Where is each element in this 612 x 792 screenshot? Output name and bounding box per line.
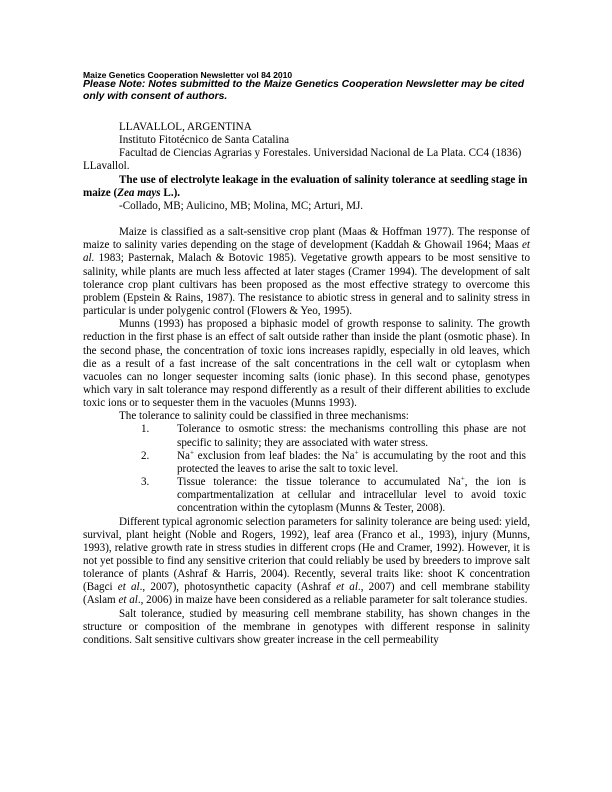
title-text: The use of electrolyte leakage in the evaluation of salinity tolerance at seedling stage in maize ( <box>83 173 528 199</box>
superscript: + <box>189 448 194 457</box>
paragraph-4-etal: et al <box>118 594 138 607</box>
list-item-text: Na <box>177 449 190 462</box>
list-item <box>83 476 530 515</box>
citation-note: Please Note: Notes submitted to the Maize Genetics Cooperation Newsletter may be cited only with consent of authors. <box>83 79 525 103</box>
paragraph-4-etal: et al <box>117 581 140 594</box>
paragraph-1 <box>83 226 530 318</box>
list-item <box>83 423 530 449</box>
mechanism-list <box>83 423 530 515</box>
list-item <box>83 450 530 476</box>
paragraph-1-text: Maize is classified as a salt-sensitive crop plant (Maas & Hoffman 1977). The response of maize to salinity varies depending on the stage of development (Kaddah & Ghowail 1964; Maas <box>83 226 530 252</box>
paragraph-3: The tolerance to salinity could be classified in three mechanisms: <box>119 410 409 423</box>
list-number: 3. <box>141 476 150 489</box>
list-item-text: , the ion is compartmentalization at cellular and intracellular level to avoid toxic concentration within the cytoplasm (Munns & Tester, 2008). <box>177 476 526 515</box>
paragraph-4-etal: et al <box>336 581 358 594</box>
paragraph-1-text-end: 1983; Pasternak, Malach & Botovic 1985). Vegetative growth appears to be most sensitive to salinity, while plants are much less affected at later stages (Cramer 1994). The development of salt tolerance crop plant cultivars has been proposed as the most effective strategy to overcome this problem (Epstein & Rains, 1987). The resistance to abiotic stress in general and to salinity stress in particular is under polygenic control (Flowers & Yeo, 1995). <box>83 252 530 318</box>
newsletter-header: Maize Genetics Cooperation Newsletter vol 84 2010 <box>83 70 293 80</box>
title-species: Zea mays <box>117 186 161 199</box>
paragraph-5: Salt tolerance, studied by measuring cell membrane stability, has shown changes in the structure or composition of the membrane in genotypes with different response in salinity conditions. Salt sensitive cultivars show greater increase in the cell permeability <box>83 607 530 646</box>
article-title <box>83 174 530 200</box>
superscript: + <box>460 474 465 483</box>
list-item-text: Tissue tolerance: the tissue tolerance to accumulated Na <box>177 476 461 489</box>
paragraph-4-text: ., 2007) and cell membrane stability (Aslam <box>83 581 530 607</box>
list-item-text: is accumulating by the root and this protected the leaves to arise the salt to toxic level. <box>177 449 526 475</box>
paragraph-4-text: ., 2007), photosynthetic capacity (Ashraf <box>139 581 337 594</box>
paragraph-4-text: Different typical agronomic selection parameters for salinity tolerance are being used: yield, survival, plant height (Noble and Rogers, 1992), leaf area (Franco et al., 1993), injury (Munns, 1993), relative growth rate in stress studies in different crops (He and Cramer, 1992). However, it is not yet possible to find any sensitive criterion that could reliably be used by breeders to improve salt tolerance of plants (Ashraf & Harris, 2004). Recently, several traits like: shoot K concentration (Bagci <box>83 515 530 594</box>
superscript: + <box>354 448 359 457</box>
faculty: Facultad de Ciencias Agrarias y Forestales. Universidad Nacional de La Plata. CC4 (1836) LLavallol. <box>83 147 522 173</box>
title-end: L.). <box>160 186 181 199</box>
location: LLAVALLOL, ARGENTINA <box>119 121 252 133</box>
list-number: 2. <box>141 449 150 462</box>
paragraph-1-etal: et al. <box>83 239 530 265</box>
list-number: 1. <box>141 423 150 436</box>
paragraph-4-text: ., 2006) in maize have been considered as a reliable parameter for salt tolerance studies. <box>137 594 528 607</box>
paragraph-4 <box>83 516 530 608</box>
list-item-text: Tolerance to osmotic stress: the mechanisms controlling this phase are not specific to salinity; they are associated with water stress. <box>177 423 526 449</box>
authors: -Collado, MB; Aulicino, MB; Molina, MC; Arturi, MJ. <box>119 199 364 212</box>
institute: Instituto Fitotécnico de Santa Catalina <box>119 134 290 147</box>
paragraph-2: Munns (1993) has proposed a biphasic model of growth response to salinity. The growth reduction in the first phase is an effect of salt outside rather than inside the plant (osmotic phase). In the second phase, the concentration of toxic ions increases rapidly, especially in old leaves, which die as a result of a fast increase of the salt concentrations in the cell walt or cytoplasm when vacuoles can no longer sequester incoming salts (ionic phase). In this second phase, genotypes which vary in salt tolerance may respond differently as a result of their different abilities to exclude toxic ions or to sequester them in the vacuoles (Munns 1993). <box>83 318 530 410</box>
article-body <box>83 121 530 647</box>
list-item-text: exclusion from leaf blades: the Na <box>193 449 355 462</box>
